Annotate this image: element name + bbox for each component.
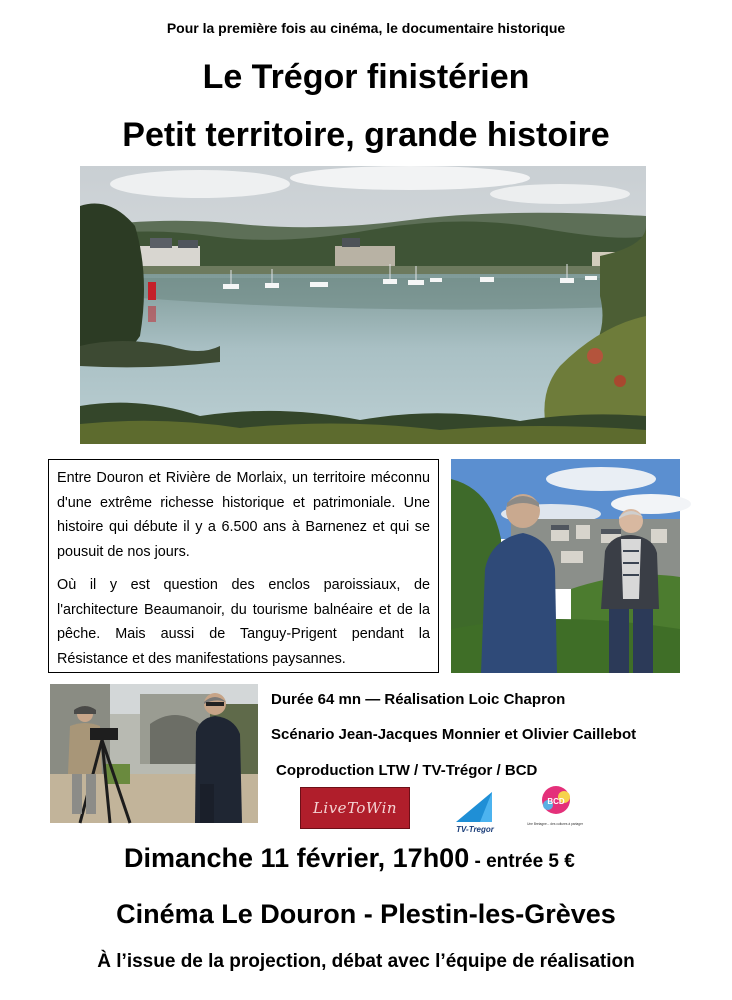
coproduction-credit: Coproduction LTW / TV-Trégor / BCD bbox=[276, 762, 538, 779]
duration-credit: Durée 64 mn — Réalisation Loic Chapron bbox=[271, 691, 566, 708]
intro-line: Pour la première fois au cinéma, le documentaire historique bbox=[166, 20, 566, 36]
description-paragraph-1: Entre Douron et Rivière de Morlaix, un territoire méconnu d'une extrême richesse historique et patrimoniale. Une histoire qui débute il y a 6.500 ans à Barnenez et qui se pousuit de nos jours. bbox=[57, 470, 430, 560]
page-title: Le Trégor finistérien bbox=[202, 58, 530, 96]
description-paragraph-2: Où il y est question des enclos paroissiaux, de l'architecture Beaumanoir, du tourisme balnéaire et de la pêche. Mais aussi de Tanguy-Prigent pendant la Résistance et des manifestations paysannes. bbox=[57, 577, 430, 667]
bcd-logo bbox=[527, 785, 583, 833]
ltw-logo bbox=[300, 787, 410, 829]
tv-tregor-logo bbox=[452, 792, 498, 834]
bcd-logo-tagline: Une Bretagne... des cultures à partager bbox=[527, 822, 583, 826]
tv-tregor-logo-text: TV-Tregor bbox=[456, 825, 494, 834]
bcd-logo-text: BCD bbox=[547, 797, 565, 806]
interview-photo bbox=[451, 459, 680, 673]
estuary-photo bbox=[80, 166, 646, 444]
event-place: Cinéma Le Douron - Plestin-les-Grèves bbox=[116, 899, 616, 929]
filming-photo bbox=[50, 684, 258, 823]
page-subtitle: Petit territoire, grande histoire bbox=[122, 116, 610, 154]
event-entry-price: - entrée 5 € bbox=[469, 851, 575, 872]
description-box bbox=[48, 459, 439, 673]
event-date-text: Dimanche 11 février, 17h00 bbox=[124, 843, 470, 873]
scenario-credit: Scénario Jean-Jacques Monnier et Olivier Caillebot bbox=[271, 726, 637, 743]
ltw-logo-text: LiveToWin bbox=[312, 799, 398, 817]
event-date bbox=[124, 843, 575, 874]
event-debate: À l’issue de la projection, débat avec l’équipe de réalisation bbox=[97, 951, 635, 972]
